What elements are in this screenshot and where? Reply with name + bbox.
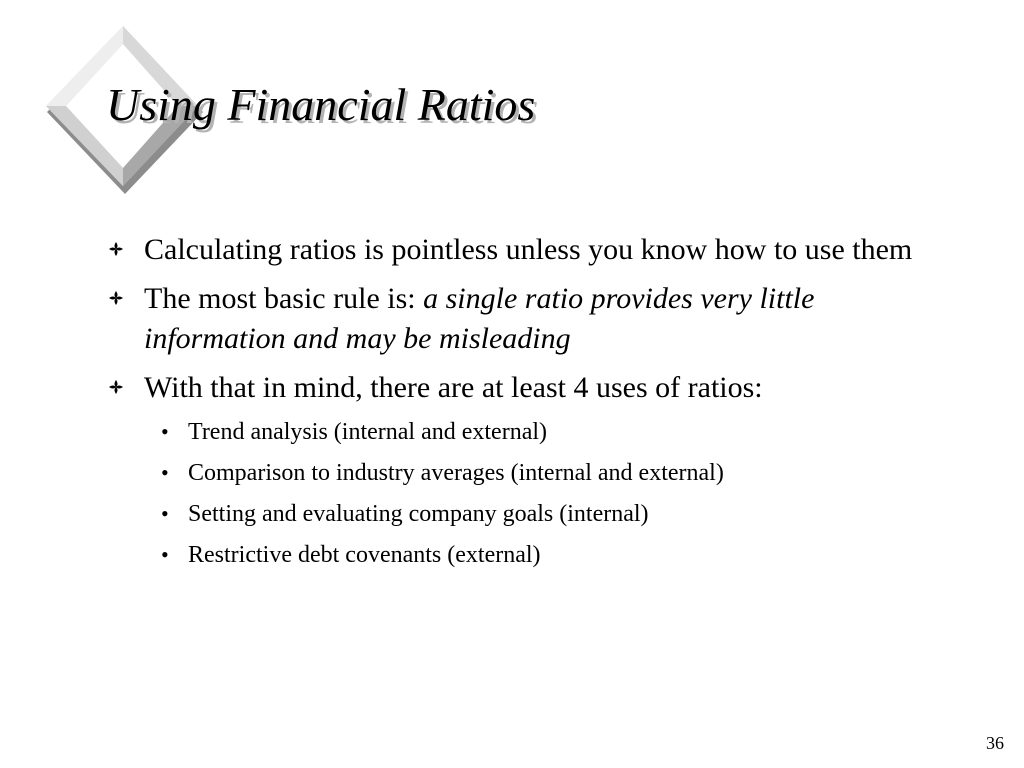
dot-bullet-icon: • — [161, 419, 169, 444]
sub-bullet-text: Setting and evaluating company goals (internal) — [188, 501, 649, 527]
four-petal-bullet-icon — [108, 241, 124, 257]
slide-title: Using Financial Ratios — [106, 79, 536, 130]
sub-bullet-list — [108, 417, 948, 570]
dot-bullet-icon: • — [161, 460, 169, 485]
bullet-item — [108, 368, 948, 408]
bullet-list — [108, 230, 948, 581]
sub-bullet-text: Restrictive debt covenants (external) — [188, 542, 541, 568]
sub-bullet-text: Comparison to industry averages (internal and external) — [188, 460, 724, 486]
bullet-emphasis: a single ratio provides very little information and may be misleading — [144, 282, 815, 355]
page-number: 36 — [986, 733, 1004, 753]
sub-bullet-item — [108, 540, 948, 570]
four-petal-bullet-icon — [108, 290, 124, 306]
sub-bullet-item — [108, 417, 948, 447]
dot-bullet-icon: • — [161, 542, 169, 567]
four-petal-bullet-icon — [108, 379, 124, 395]
bullet-item — [108, 230, 948, 270]
bullet-item — [108, 279, 948, 359]
bullet-text: Calculating ratios is pointless unless you know how to use them — [144, 233, 913, 266]
bullet-text: With that in mind, there are at least 4 uses of ratios: — [144, 371, 763, 404]
sub-bullet-item — [108, 499, 948, 529]
bullet-text: The most basic rule is: — [144, 282, 424, 315]
sub-bullet-text: Trend analysis (internal and external) — [188, 419, 548, 445]
sub-bullet-item — [108, 458, 948, 488]
dot-bullet-icon: • — [161, 501, 169, 526]
